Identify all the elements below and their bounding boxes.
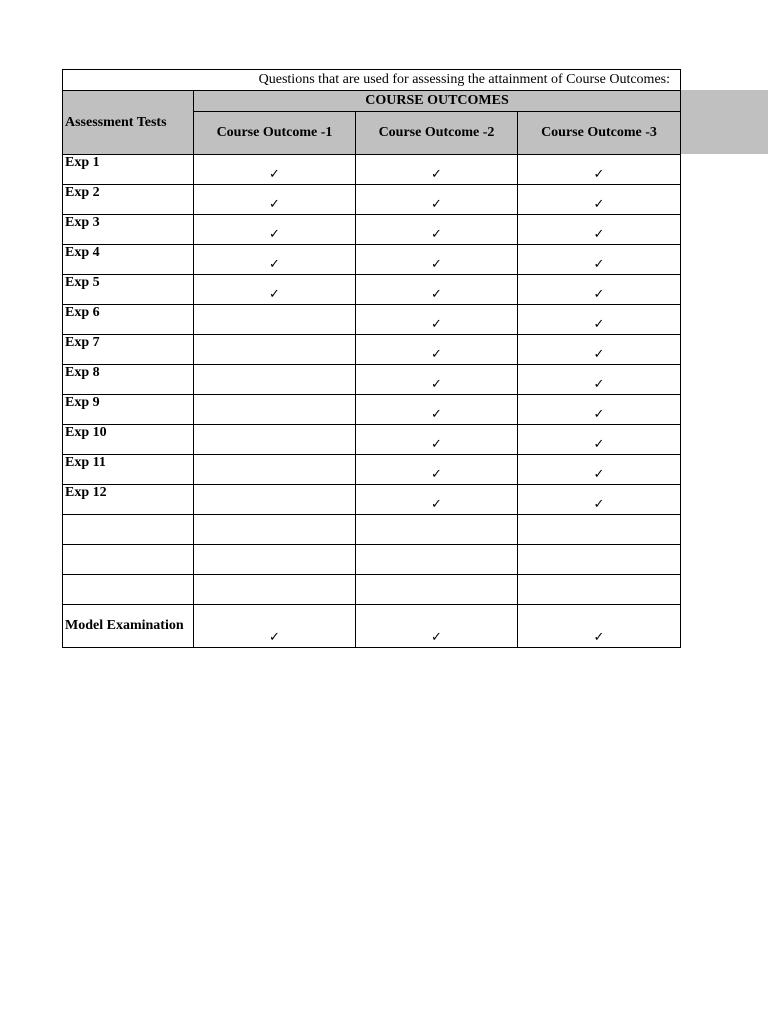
table-row [63,605,681,648]
outcome-3-check-cell: ✓ [518,305,681,335]
outcome-2-check-cell: ✓ [356,485,518,515]
outcome-2-check-cell: ✓ [356,215,518,245]
row-label [63,515,194,545]
outcome-2-check-cell: ✓ [356,245,518,275]
outcome-3-check-cell: ✓ [518,485,681,515]
row-label: Exp 1 [63,155,194,185]
outcome-1-check-cell [194,335,356,365]
outcome-3-check-cell [518,575,681,605]
table-row [63,155,681,185]
row-label [63,545,194,575]
row-label: Exp 5 [63,275,194,305]
outcome-2-check-cell [356,545,518,575]
outcome-3-check-cell: ✓ [518,455,681,485]
table-row [63,575,681,605]
row-label: Exp 12 [63,485,194,515]
outcome-1-check-cell: ✓ [194,185,356,215]
outcome-3-check-cell: ✓ [518,395,681,425]
outcome-2-check-cell: ✓ [356,365,518,395]
outcome-1-check-cell [194,515,356,545]
row-label: Model Examination [63,605,194,648]
outcome-1-check-cell [194,395,356,425]
outcome-3-check-cell: ✓ [518,365,681,395]
table-caption: Questions that are used for assessing the attainment of Course Outcomes: [63,70,681,91]
table-row [63,245,681,275]
outcome-1-check-cell [194,485,356,515]
outcome-3-check-cell: ✓ [518,275,681,305]
course-outcome-3-header: Course Outcome -3 [518,112,681,155]
course-outcome-1-header: Course Outcome -1 [194,112,356,155]
row-label: Exp 8 [63,365,194,395]
outcome-1-check-cell [194,305,356,335]
outcome-3-check-cell [518,545,681,575]
outcome-2-check-cell: ✓ [356,305,518,335]
outcome-3-check-cell: ✓ [518,155,681,185]
row-label: Exp 6 [63,305,194,335]
table-row [63,395,681,425]
outcome-2-check-cell: ✓ [356,395,518,425]
outcome-1-check-cell [194,455,356,485]
outcome-3-check-cell: ✓ [518,185,681,215]
table-row [63,485,681,515]
table-row [63,545,681,575]
outcome-1-check-cell: ✓ [194,275,356,305]
row-label: Exp 10 [63,425,194,455]
outcome-1-check-cell [194,545,356,575]
outcome-2-check-cell: ✓ [356,455,518,485]
outcome-2-check-cell: ✓ [356,185,518,215]
table-row [63,275,681,305]
outcome-3-check-cell: ✓ [518,605,681,648]
outcome-2-check-cell: ✓ [356,605,518,648]
table-row [63,215,681,245]
table-row [63,305,681,335]
outcome-2-check-cell: ✓ [356,155,518,185]
row-label: Exp 11 [63,455,194,485]
row-label: Exp 3 [63,215,194,245]
outcome-1-check-cell: ✓ [194,245,356,275]
outcome-2-check-cell [356,515,518,545]
course-outcomes-header: COURSE OUTCOMES [194,91,681,112]
outcome-3-check-cell: ✓ [518,425,681,455]
table-row [63,455,681,485]
table-row [63,365,681,395]
course-outcomes-table [62,69,681,648]
outcome-3-check-cell [518,515,681,545]
outcome-1-check-cell [194,365,356,395]
course-outcome-2-header: Course Outcome -2 [356,112,518,155]
row-label: Exp 2 [63,185,194,215]
table-row [63,515,681,545]
outcome-2-check-cell: ✓ [356,335,518,365]
outcome-2-check-cell: ✓ [356,275,518,305]
outcome-1-check-cell [194,425,356,455]
table-row [63,335,681,365]
row-label: Exp 7 [63,335,194,365]
table-row [63,425,681,455]
outcome-2-check-cell [356,575,518,605]
outcome-1-check-cell: ✓ [194,605,356,648]
outcome-1-check-cell [194,575,356,605]
outcome-2-check-cell: ✓ [356,425,518,455]
outcome-1-check-cell: ✓ [194,155,356,185]
header-fill-extension [680,90,768,154]
row-label: Exp 4 [63,245,194,275]
outcome-3-check-cell: ✓ [518,335,681,365]
table-row [63,185,681,215]
assessment-tests-header: Assessment Tests [63,91,194,155]
outcome-3-check-cell: ✓ [518,215,681,245]
outcome-3-check-cell: ✓ [518,245,681,275]
row-label: Exp 9 [63,395,194,425]
row-label [63,575,194,605]
outcome-1-check-cell: ✓ [194,215,356,245]
